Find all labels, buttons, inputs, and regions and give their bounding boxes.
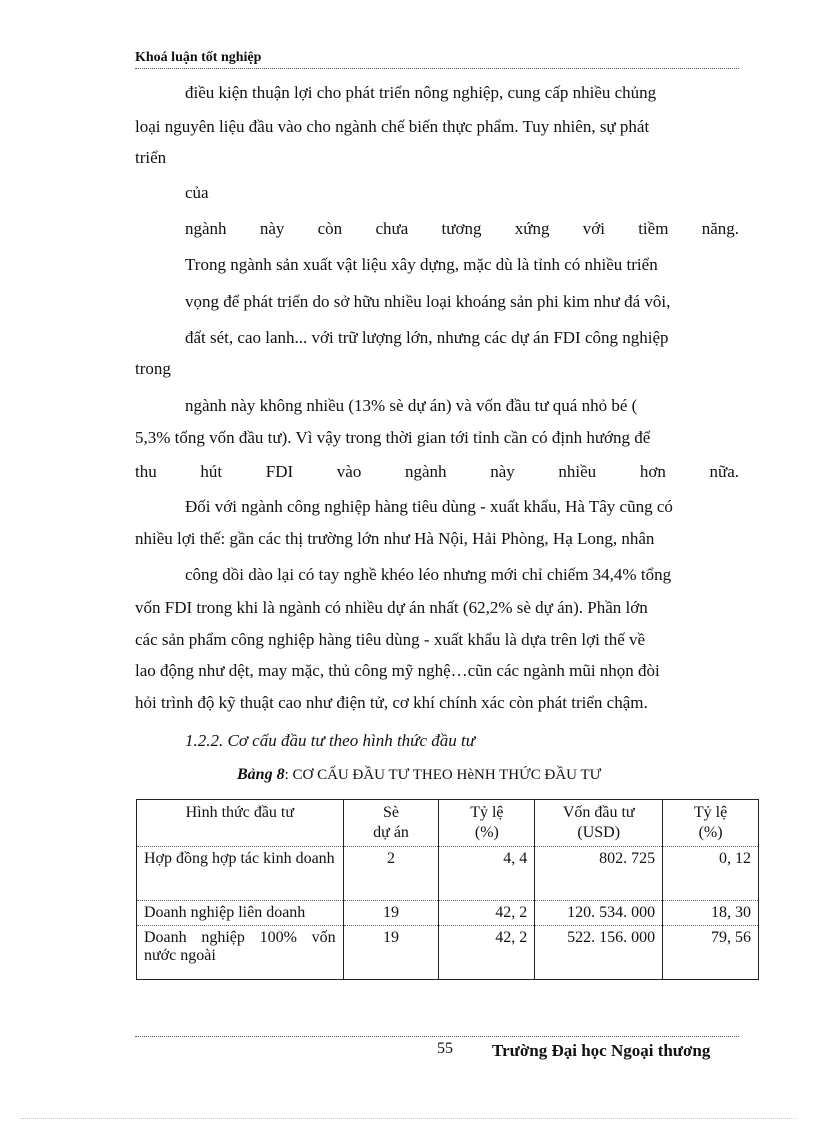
table-caption-text: : CƠ CẤU ĐẦU TƯ THEO HèNH THỨC ĐẦU TƯ	[284, 767, 602, 783]
body-line: vốn FDI trong khi là ngành có nhiều dự án nhất (62,2% sè dự án). Phần lớn	[135, 598, 648, 617]
cell-capital: 120. 534. 000	[535, 901, 663, 926]
cell-ratio: 42, 2	[439, 901, 535, 926]
body-line: công dồi dào lại có tay nghề khéo léo nhưng mới chỉ chiếm 34,4% tổng	[185, 565, 672, 584]
body-line: thu hút FDI vào ngành này nhiều hơn nữa.	[135, 462, 739, 481]
cell-capital: 522. 156. 000	[535, 926, 663, 980]
body-line: ngành này không nhiều (13% sè dự án) và vốn đầu tư quá nhỏ bé (	[185, 396, 638, 415]
cell-projects: 19	[343, 926, 439, 980]
table-row	[137, 926, 759, 980]
cell-capital-ratio: 18, 30	[663, 901, 759, 926]
header-capital-ratio: Tỷ lệ (%)	[663, 800, 759, 847]
body-line: đất sét, cao lanh... với trữ lượng lớn, nhưng các dự án FDI công nghiệp	[185, 328, 669, 347]
cell-form: Doanh nghiệp liên doanh	[137, 901, 344, 926]
body-line: Trong ngành sản xuất vật liệu xây dựng, mặc dù là tỉnh có nhiều triển	[185, 255, 658, 274]
cell-capital: 802. 725	[535, 847, 663, 901]
page-edge-divider	[20, 1118, 796, 1119]
header-capital: Vốn đầu tư (USD)	[535, 800, 663, 847]
table-row	[137, 847, 759, 901]
table-row	[137, 901, 759, 926]
body-line: các sản phẩm công nghiệp hàng tiêu dùng - xuất khẩu là dựa trên lợi thế về	[135, 630, 646, 649]
table-caption-label: Bảng 8	[237, 766, 285, 783]
body-line: lao động như dệt, may mặc, thủ công mỹ nghệ…cũn các ngành mũi nhọn đòi	[135, 661, 660, 680]
cell-ratio: 42, 2	[439, 926, 535, 980]
cell-projects: 2	[343, 847, 439, 901]
section-subheading: 1.2.2. Cơ cấu đầu tư theo hình thức đầu tư	[185, 731, 475, 750]
body-line: loại nguyên liệu đầu vào cho ngành chế biến thực phẩm. Tuy nhiên, sự phát	[135, 117, 650, 136]
running-header: Khoá luận tốt nghiệp	[135, 50, 262, 65]
body-line: triển	[135, 148, 167, 167]
investment-form-table	[136, 799, 759, 980]
cell-projects: 19	[343, 901, 439, 926]
cell-capital-ratio: 0, 12	[663, 847, 759, 901]
table-caption	[237, 766, 601, 784]
body-line: trong	[135, 359, 171, 378]
body-line: điều kiện thuận lợi cho phát triển nông nghiệp, cung cấp nhiều chủng	[185, 83, 657, 102]
cell-ratio: 4, 4	[439, 847, 535, 901]
cell-capital-ratio: 79, 56	[663, 926, 759, 980]
body-line: của	[185, 183, 209, 202]
page-number: 55	[437, 1040, 453, 1057]
body-line: Đối với ngành công nghiệp hàng tiêu dùng - xuất khẩu, Hà Tây cũng có	[185, 497, 673, 516]
body-line: hỏi trình độ kỹ thuật cao như điện tử, cơ khí chính xác còn phát triển chậm.	[135, 693, 648, 712]
school-name: Trường Đại học Ngoại thương	[492, 1041, 711, 1060]
header-ratio: Tỷ lệ (%)	[439, 800, 535, 847]
footer-divider	[135, 1036, 739, 1037]
body-line: nhiều lợi thế: gần các thị trường lớn như Hà Nội, Hải Phòng, Hạ Long, nhân	[135, 529, 655, 548]
body-line: vọng để phát triển do sở hữu nhiều loại khoáng sản phi kim như đá vôi,	[185, 292, 671, 311]
header-form: Hình thức đầu tư	[137, 800, 344, 847]
cell-form: Hợp đồng hợp tác kinh doanh	[137, 847, 344, 901]
header-divider	[135, 68, 739, 69]
cell-form: Doanh nghiệp 100% vốn nước ngoài	[137, 926, 344, 980]
body-line: 5,3% tổng vốn đầu tư). Vì vậy trong thời gian tới tỉnh cần có định hướng để	[135, 428, 651, 447]
header-projects: Sè dự án	[343, 800, 439, 847]
body-line: ngành này còn chưa tương xứng với tiềm năng.	[185, 219, 739, 238]
table-header-row	[137, 800, 759, 847]
